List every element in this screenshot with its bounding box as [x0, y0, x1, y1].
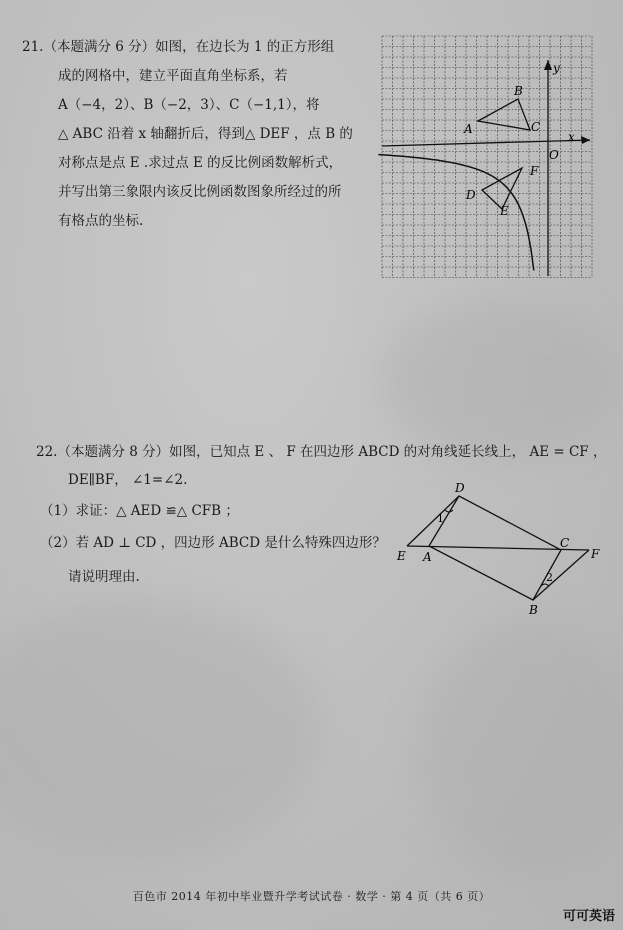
- label-E: E: [500, 204, 509, 218]
- hyperbola-curve: [378, 155, 533, 271]
- q22-part-2: （2）若 AD ⊥ CD ，四边形 ABCD 是什么特殊四边形？: [40, 535, 386, 551]
- x-axis-arrow: [581, 136, 590, 144]
- angle-1-mark: [445, 510, 453, 512]
- label-A: A: [464, 122, 473, 136]
- label-y: y: [553, 61, 560, 75]
- q21-line-3: A（−4，2）、B（−2，3）、C（−1,1），将: [58, 97, 320, 113]
- label-A: A: [423, 550, 432, 564]
- angle-2-label: 2: [546, 571, 553, 584]
- label-D: D: [455, 481, 465, 495]
- label-x: x: [568, 130, 575, 144]
- label-C: C: [560, 536, 570, 550]
- triangle-abc: [478, 99, 530, 130]
- q22-quadrilateral-figure: [393, 478, 613, 618]
- q21-line-4: △ ABC 沿着 x 轴翻折后，得到△ DEF ，点 B 的: [58, 126, 353, 142]
- label-F: F: [530, 164, 539, 178]
- q21-line-6: 并写出第三象限内该反比例函数图象所经过的所: [58, 184, 342, 200]
- y-axis-arrow: [544, 60, 552, 70]
- q22-line-2: DE∥BF， ∠1=∠2.: [68, 472, 188, 488]
- label-F: F: [591, 547, 600, 561]
- watermark-text: 可可英语: [562, 909, 615, 924]
- q21-line-5: 对称点是点 E .求过点 E 的反比例函数解析式，: [58, 155, 343, 171]
- question-21: [22, 33, 353, 236]
- x-axis: [382, 140, 590, 146]
- page-footer: 百色市 2014 年初中毕业暨升学考试试卷 · 数学 · 第 4 页（共 6 页）: [132, 890, 491, 903]
- segment-bf: [533, 550, 589, 600]
- q21-line-7: 有格点的坐标.: [58, 213, 144, 229]
- angle-1-label: 1: [437, 512, 444, 525]
- label-O: O: [549, 148, 559, 162]
- q21-line-1: 21.（本题满分 6 分）如图，在边长为 1 的正方形组: [22, 39, 335, 55]
- label-B: B: [529, 603, 538, 617]
- label-E: E: [397, 549, 406, 563]
- q21-line-2: 成的网格中，建立平面直角坐标系，若: [58, 68, 288, 84]
- q22-part-3: 请说明理由.: [68, 569, 140, 585]
- label-C: C: [531, 120, 541, 134]
- q22-line-1: 22.（本题满分 8 分）如图，已知点 E 、 F 在四边形 ABCD 的对角线延长线上， AE = CF ，: [36, 444, 607, 460]
- label-B: B: [514, 84, 523, 98]
- q21-coordinate-grid-figure: [378, 32, 598, 282]
- q22-part-1: （1）求证：△ AED ≌△ CFB ；: [40, 503, 239, 519]
- label-D: D: [466, 188, 476, 202]
